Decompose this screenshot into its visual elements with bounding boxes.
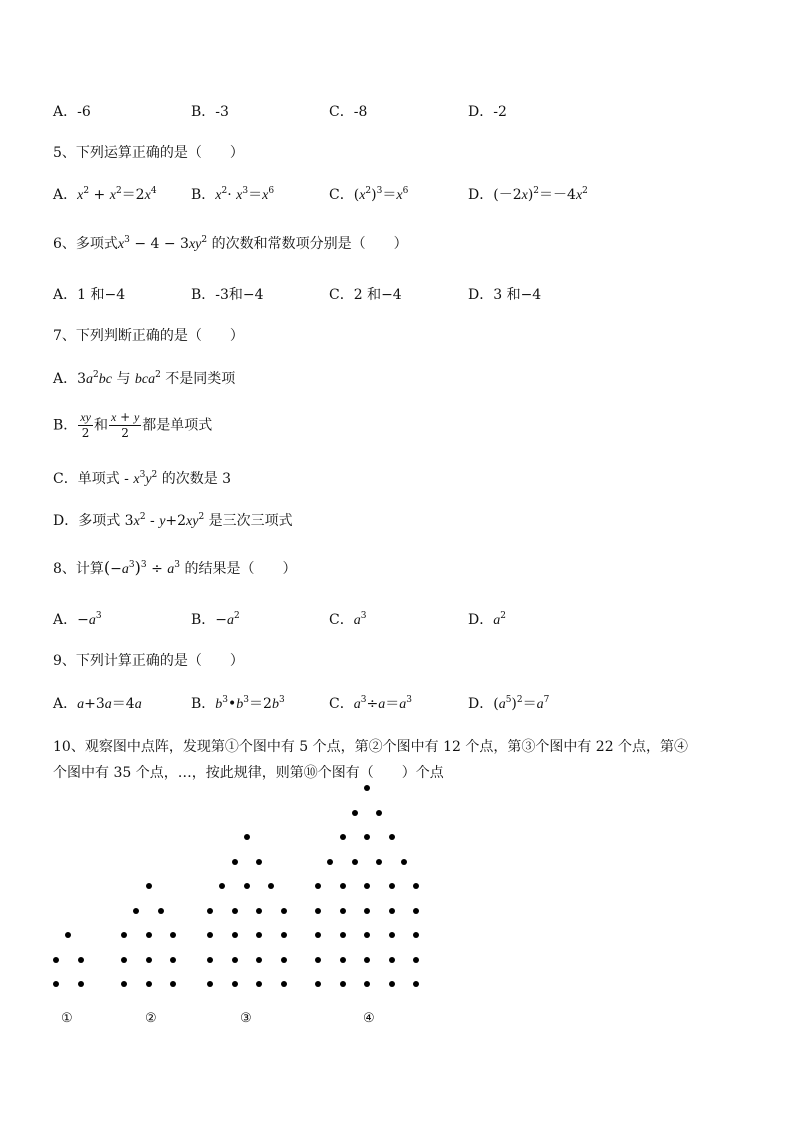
lattice-dot	[146, 932, 152, 938]
lattice-dot	[281, 957, 287, 963]
lattice-dot	[121, 932, 127, 938]
lattice-dot	[207, 932, 213, 938]
q9-option-c: C．$a^3\div a=a^3$	[329, 695, 412, 712]
lattice-dot	[340, 883, 346, 889]
lattice-dot	[389, 883, 395, 889]
lattice-dot	[53, 981, 59, 987]
lattice-dot	[170, 932, 176, 938]
lattice-dot	[413, 932, 419, 938]
q8-stem-prefix: 8、计算	[53, 561, 104, 577]
q7-stem: 7、下列判断正确的是（ ）	[53, 328, 244, 344]
lattice-dot	[413, 957, 419, 963]
q7-option-b: B． $\frac{xy}{2}$ 和 $\frac{x + y}{2}$ 都是单项式	[53, 410, 213, 440]
q8-option-a: A．$-a^3$	[53, 611, 102, 628]
lattice-dot	[389, 932, 395, 938]
q7-option-c: C．单项式 - $x^3y^2$ 的次数是 3	[53, 470, 232, 487]
q8-option-c: C．$a^3$	[329, 611, 367, 628]
lattice-dot	[232, 957, 238, 963]
lattice-dot	[364, 785, 370, 791]
lattice-dot	[121, 957, 127, 963]
lattice-dot	[364, 981, 370, 987]
q6-option-a: A．1 和−4	[53, 287, 126, 303]
lattice-dot	[364, 883, 370, 889]
q7-b-text: 都是单项式	[142, 417, 213, 434]
q9-option-a: A．a+3a＝4a	[53, 696, 142, 712]
lattice-dot	[364, 957, 370, 963]
lattice-dot	[207, 981, 213, 987]
q7-d-prefix: D．多项式 3	[53, 513, 134, 529]
lattice-dot	[340, 932, 346, 938]
figure-label-3: ③	[240, 1011, 252, 1026]
lattice-dot	[65, 932, 71, 938]
figure-label-1: ①	[61, 1011, 73, 1026]
q8-option-b: B．$-a^2$	[191, 611, 240, 628]
lattice-dot	[281, 932, 287, 938]
q10-stem-line2: 个图中有 35 个点，…，按此规律，则第⑩个图有（ ）个点	[53, 765, 444, 781]
lattice-dot	[327, 859, 333, 865]
q4-option-c: C．-8	[329, 104, 368, 120]
lattice-dot	[268, 883, 274, 889]
lattice-dot	[364, 932, 370, 938]
lattice-dot	[413, 981, 419, 987]
lattice-dot	[352, 859, 358, 865]
lattice-dot	[232, 908, 238, 914]
q7-a-mid: 与	[116, 371, 131, 387]
lattice-dot	[78, 981, 84, 987]
q6-option-c: C．2 和−4	[329, 287, 402, 303]
q5-c-prefix: C．	[329, 187, 354, 203]
lattice-dot	[389, 834, 395, 840]
q7-b-mid: 和	[93, 417, 108, 434]
lattice-dot	[389, 981, 395, 987]
fraction-x-plus-y-over-2: $\frac{x + y}{2}$	[110, 410, 140, 440]
q7-c-suffix: 的次数是 3	[157, 471, 232, 487]
lattice-dot	[340, 834, 346, 840]
lattice-dot	[364, 834, 370, 840]
lattice-dot	[158, 908, 164, 914]
lattice-dot	[207, 957, 213, 963]
lattice-dot	[315, 981, 321, 987]
q6-stem-suffix: 的次数和常数项分别是（ ）	[211, 236, 408, 252]
lattice-dot	[340, 957, 346, 963]
lattice-dot	[256, 981, 262, 987]
q6-option-d: D．3 和−4	[468, 287, 542, 303]
q7-a-text: 不是同类项	[165, 371, 236, 387]
lattice-dot	[256, 859, 262, 865]
q7-d-suffix: 是三次三项式	[208, 513, 293, 529]
q5-d-prefix: D．	[468, 187, 494, 203]
lattice-dot	[315, 883, 321, 889]
q6-stem: 6、多项式$x^3 - 4 - 3xy^2$ 的次数和常数项分别是（ ）	[53, 235, 408, 252]
q8-option-d: D．$a^2$	[468, 611, 506, 628]
lattice-dot	[376, 859, 382, 865]
lattice-dot	[121, 981, 127, 987]
figure-label-2: ②	[145, 1011, 157, 1026]
lattice-dot	[413, 883, 419, 889]
q7-option-d: D．多项式 $3x^2 - y+2xy^2$ 是三次三项式	[53, 512, 293, 529]
q4-option-a: A．-6	[53, 104, 91, 120]
lattice-dot	[364, 908, 370, 914]
q7-option-a: A．$3a^2bc$ 与 bca$^2$ 不是同类项	[53, 370, 236, 387]
lattice-dot	[53, 957, 59, 963]
q9-option-b: B．$b^3•b^3=2b^3$	[191, 695, 285, 712]
lattice-dot	[256, 932, 262, 938]
lattice-dot	[315, 932, 321, 938]
q4-option-d: D．-2	[468, 104, 507, 120]
lattice-dot	[146, 957, 152, 963]
q5-option-b: B．$x^2\cdot x^3=x^6$	[191, 186, 275, 203]
lattice-dot	[315, 957, 321, 963]
lattice-dot	[256, 957, 262, 963]
lattice-dot	[281, 908, 287, 914]
lattice-dot	[281, 981, 287, 987]
lattice-dot	[401, 859, 407, 865]
lattice-dot	[146, 981, 152, 987]
lattice-dot	[376, 810, 382, 816]
lattice-dot	[340, 908, 346, 914]
q6-stem-prefix: 6、多项式	[53, 236, 118, 252]
q5-option-c: C．$(x^2)^3=x^6$	[329, 186, 409, 203]
q5-stem: 5、下列运算正确的是（ ）	[53, 145, 244, 161]
lattice-dot	[413, 908, 419, 914]
lattice-dot	[244, 834, 250, 840]
q10-stem-line1: 10、观察图中点阵，发现第①个图中有 5 个点，第②个图中有 12 个点，第③个图中有 22 个点，第④	[53, 739, 689, 755]
q5-b-prefix: B．	[191, 187, 216, 203]
q4-option-b: B．-3	[191, 104, 229, 120]
q9-option-d: D．$(a^5)^2=a^7$	[468, 695, 550, 712]
lattice-dot	[389, 908, 395, 914]
lattice-dot	[170, 957, 176, 963]
q7-c-prefix: C．单项式 -	[53, 471, 129, 487]
q8-stem-suffix: 的结果是（ ）	[184, 561, 297, 577]
lattice-dot	[315, 908, 321, 914]
lattice-dot	[232, 859, 238, 865]
q6-option-b: B．-3和−4	[191, 287, 264, 303]
lattice-dot	[207, 908, 213, 914]
q5-option-d: D．$(-2x)^2=-4x^2$	[468, 186, 588, 203]
lattice-dot	[146, 883, 152, 889]
lattice-dot	[340, 981, 346, 987]
q5-a-prefix: A．	[53, 187, 78, 203]
lattice-dot	[232, 932, 238, 938]
lattice-dot	[133, 908, 139, 914]
lattice-dot	[170, 981, 176, 987]
lattice-dot	[78, 957, 84, 963]
lattice-dot	[232, 981, 238, 987]
lattice-dot	[256, 908, 262, 914]
q8-stem: 8、计算$(-a^3)^3 \div a^3$ 的结果是（ ）	[53, 558, 297, 577]
q9-stem: 9、下列计算正确的是（ ）	[53, 653, 244, 669]
lattice-dot	[244, 883, 250, 889]
figure-label-4: ④	[363, 1011, 375, 1026]
lattice-dot	[219, 883, 225, 889]
fraction-xy-over-2: $\frac{xy}{2}$	[80, 410, 91, 440]
q5-option-a: A．$x^2 + x^2=2x^4$	[53, 186, 157, 203]
lattice-dot	[352, 810, 358, 816]
lattice-dot	[389, 957, 395, 963]
